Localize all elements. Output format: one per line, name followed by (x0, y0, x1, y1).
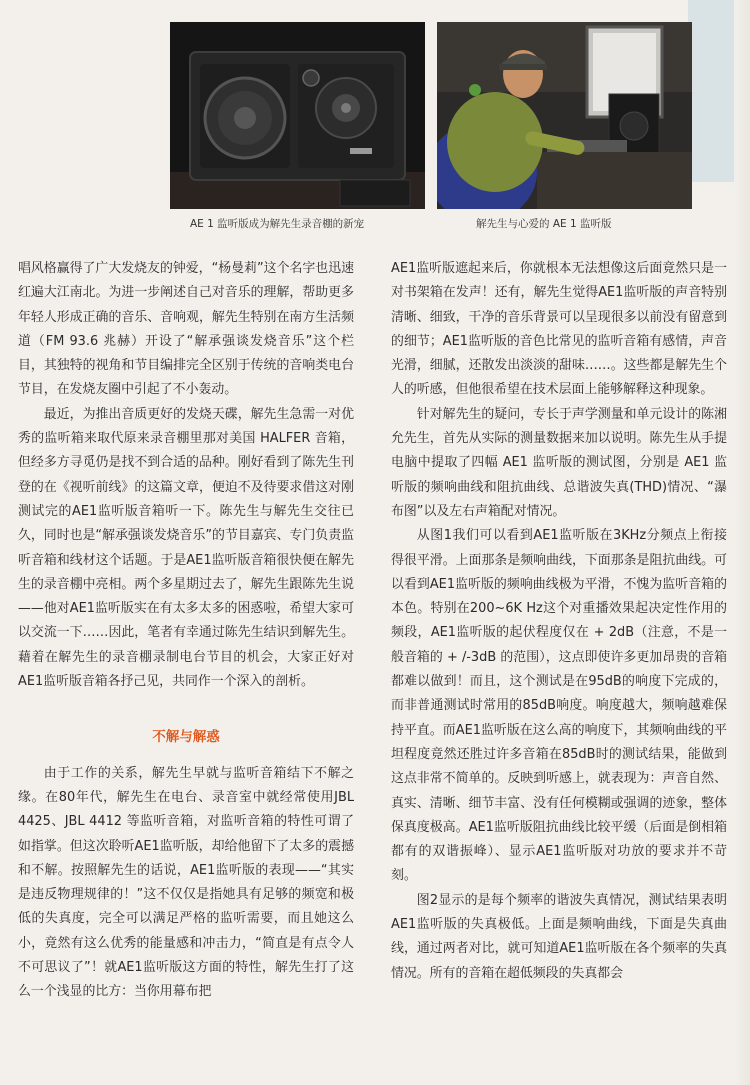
spacer (18, 694, 354, 725)
paragraph: 最近，为推出音质更好的发烧天碟，解先生急需一对优秀的监听箱来取代原来录音棚里那对美国 HALFER 音箱，但经多方寻觅仍是找不到合适的品种。刚好看到了陈先生刊登的在《视听前线》的这篇文章，便迫不及待要求借这对刚测试完的AE1监听版音箱听一下。陈先生与解先生交往已久，同时也是“解承强谈发烧音乐”的节目嘉宾、专门负责监听音箱和线材这个话题。于是AE1监听版音箱很快便在解先生的录音棚中亮相。两个多星期过去了，解先生跟陈先生说——他对AE1监听版实在有太多太多的困惑啦，希望大家可以交流一下……因此，笔者有幸通过陈先生结识到解先生。藉着在解先生的录音棚录制电台节目的机会，大家正好对AE1监听版音箱各抒己见，共同作一个深入的剖析。 (18, 406, 354, 690)
article-column-right (391, 257, 727, 986)
photo-caption-left: AE 1 监听版成为解先生录音棚的新宠 (190, 218, 365, 230)
section-heading: 不解与解惑 (152, 729, 220, 746)
spacer (18, 750, 354, 762)
speaker-photo (170, 22, 425, 209)
paragraph: 针对解先生的疑问，专长于声学测量和单元设计的陈湘允先生，首先从实际的测量数据来加以说明。陈先生从手提电脑中提取了四幅 AE1 监听版的测试图，分别是 AE1 监听版的频响曲线和阻抗曲线、总谐波失真(THD)情况、“瀑布图”以及左右声箱配对情况。 (391, 406, 727, 519)
photo-caption-right: 解先生与心爱的 AE 1 监听版 (476, 218, 612, 230)
paragraph: AE1监听版遮起来后，你就根本无法想像这后面竟然只是一对书架箱在发声！还有，解先生觉得AE1监听版的声音特别清晰、细致，干净的音乐背景可以呈现很多以前没有留意到的细节；AE1监听版的音色比常见的监听音箱有感情，声音光滑，细腻，还散发出淡淡的甜味……。这些都是解先生个人的听感，但他很希望在技术层面上能够解释这种现象。 (391, 261, 727, 398)
paragraph: 图2显示的是每个频率的谐波失真情况，测试结果表明AE1监听版的失真极低。上面是频响曲线，下面是失真曲线，通过两者对比，就可知道AE1监听版在各个频率的失真情况。所有的音箱在超低频段的失真都会 (391, 892, 727, 981)
paragraph: 由于工作的关系，解先生早就与监听音箱结下不解之缘。在80年代，解先生在电台、录音室中就经常使用JBL 4425、JBL 4412 等监听音箱，对监听音箱的特性可谓了如指掌。但这次聆听AE1监听版，却给他留下了太多的震撼和不解。按照解先生的话说，AE1监听版的表现——“其实是违反物理规律的！”这不仅仅是指她具有足够的频宽和极低的失真度，完全可以满足严格的监听需要，而且她这么小，竟然有这么优秀的能量感和冲击力，“简直是有点令人不可思议了”！就AE1监听版这方面的特性，解先生打了这么一个浅显的比方：当你用幕布把 (18, 765, 354, 1000)
paragraph: 唱风格赢得了广大发烧友的钟爱，“杨曼莉”这个名字也迅速红遍大江南北。为进一步阐述自己对音乐的理解，帮助更多年轻人形成正确的音乐、音响观，解先生特别在南方生活频道（FM 93.6 兆赫）开设了“解承强谈发烧音乐”这个栏目，其独特的视角和节目编排完全区别于传统的音响类电台节目，在发烧友圈中引起了不小轰动。 (18, 261, 354, 398)
studio-photo (437, 22, 692, 209)
paragraph: 从图1我们可以看到AE1监听版在3KHz分频点上衔接得很平滑。上面那条是频响曲线，下面那条是阻抗曲线。可以看到AE1监听版的频响曲线极为平滑，不愧为监听音箱的本色。特别在200~6K Hz这个对重播效果起决定性作用的频段，AE1监听版的起伏程度仅在 + 2dB（注意，不是一般音箱的 + /-3dB 的范围），这点即使许多更加昂贵的音箱都难以做到！而且，这个测试是在95dB的响度下完成的，而非普通测试时常用的85dB响度。响度越大，频响越难保持平直。而AE1监听版在这么高的响度下，其频响曲线的平坦程度竟然还胜过许多音箱在85dB时的测试结果，能做到这点非常不简单的。反映到听感上，就表现为：声音自然、真实、清晰、细节丰富、没有任何模糊或强调的迹象，整体保真度极高。AE1监听版阻抗曲线比较平缓（后面是倒相箱都有的双谐振峰）、显示AE1监听版对功放的要求并不苛刻。 (391, 528, 727, 884)
page-edge (734, 0, 750, 1085)
article-column-left (18, 257, 354, 1005)
